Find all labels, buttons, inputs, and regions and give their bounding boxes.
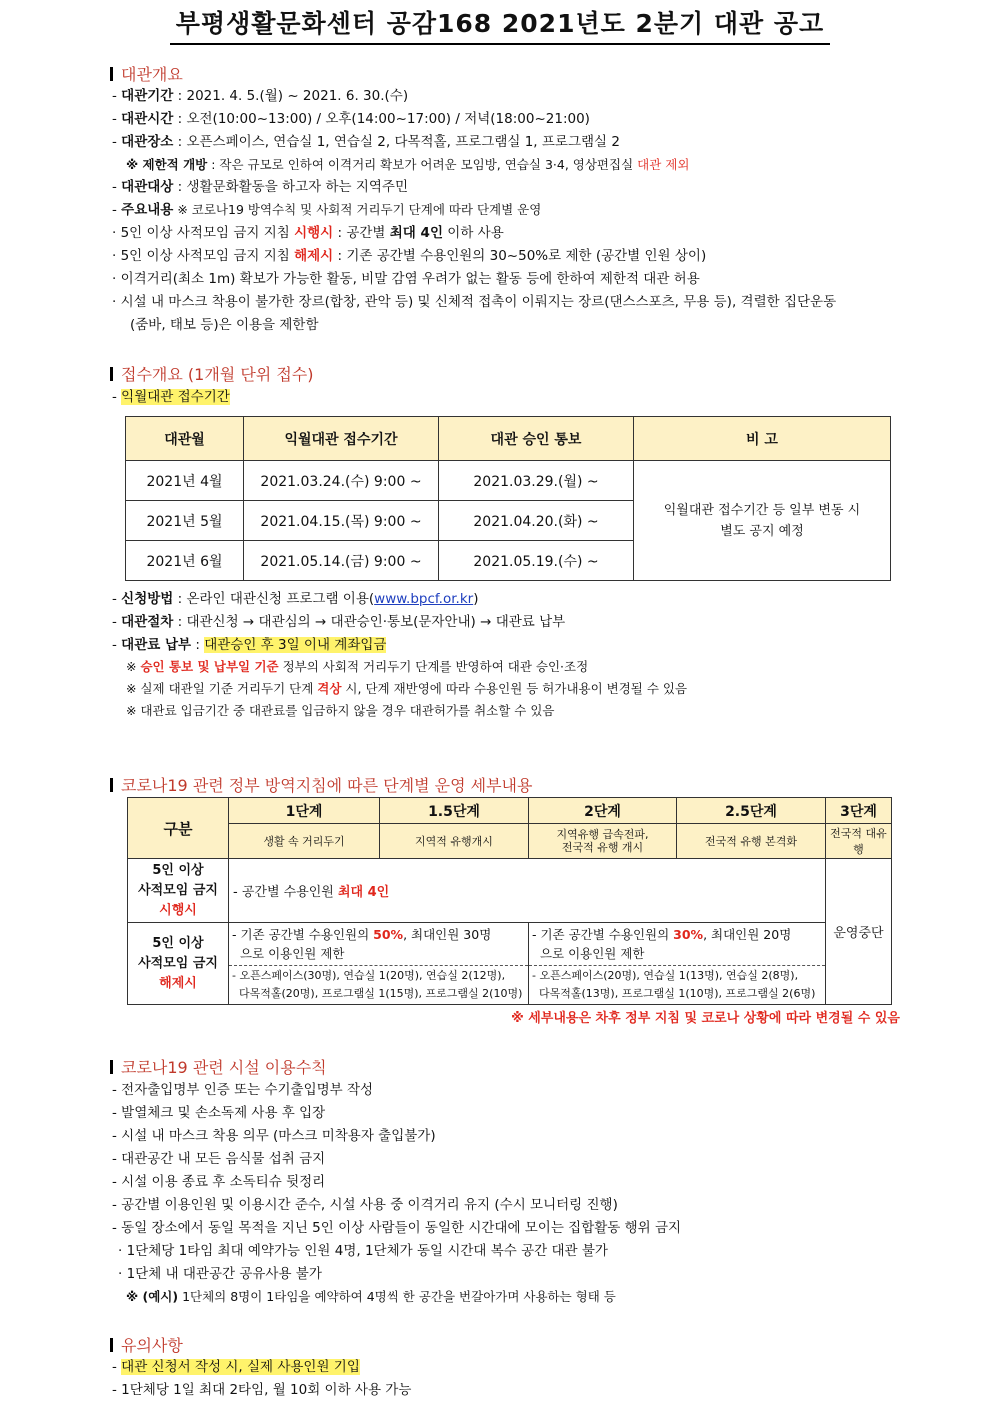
table-cell: 2021.05.19.(수) ~ bbox=[439, 541, 634, 581]
row-label-enforced: 5인 이상 사적모임 금지 시행시 bbox=[128, 859, 229, 923]
note-level-up: ※ 실제 대관일 기준 거리두기 단계 격상 시, 단계 재반영에 따라 수용인원 등 허가내용이 변경될 수 있음 bbox=[126, 681, 688, 696]
list-item: - 시설 이용 종료 후 소독티슈 뒷정리 bbox=[112, 1174, 326, 1190]
stage-header: 1.5단계 bbox=[380, 798, 529, 824]
section-bar bbox=[110, 1060, 113, 1074]
table-cell: 2021.03.29.(월) ~ bbox=[439, 461, 634, 501]
section-bar bbox=[110, 67, 113, 81]
table-header: 대관월 bbox=[126, 417, 244, 461]
table-cell: 2021년 6월 bbox=[126, 541, 244, 581]
table-row bbox=[128, 859, 892, 923]
page-title: 부평생활문화센터 공감168 2021년도 2분기 대관 공고 bbox=[0, 4, 1000, 45]
bullet-enforced: · 5인 이상 사적모임 금지 지침 시행시 : 공간별 최대 4인 이하 사용 bbox=[112, 225, 504, 241]
table-row bbox=[128, 923, 892, 1005]
list-item: - 공간별 이용인원 및 이용시간 준수, 시설 사용 중 이격거리 유지 (수시 모니터링 진행) bbox=[112, 1197, 618, 1213]
table-cell: 2021.05.14.(금) 9:00 ~ bbox=[244, 541, 439, 581]
list-item: - 전자출입명부 인증 또는 수기출입명부 작성 bbox=[112, 1082, 374, 1098]
stage-table bbox=[127, 797, 892, 1005]
list-item: · 1단체당 1타임 최대 예약가능 인원 4명, 1단체가 동일 시간대 복수 공간 대관 불가 bbox=[118, 1243, 608, 1259]
list-item: - 대관공간 내 모든 음식물 섭취 금지 bbox=[112, 1151, 326, 1167]
section-heading-overview: 대관개요 bbox=[110, 62, 183, 85]
table-cell: 2021년 4월 bbox=[126, 461, 244, 501]
rental-time-line: - 대관시간 : 오전(10:00~13:00) / 오후(14:00~17:00) / 저녁(18:00~21:00) bbox=[112, 111, 590, 127]
table-header: 익월대관 접수기간 bbox=[244, 417, 439, 461]
table-header: 대관 승인 통보 bbox=[439, 417, 634, 461]
section-heading-notes: 유의사항 bbox=[110, 1333, 183, 1356]
bullet-mask-genre-cont: (줌바, 태보 등)은 이용을 제한함 bbox=[130, 317, 319, 333]
table-cell: 2021.04.20.(화) ~ bbox=[439, 501, 634, 541]
bullet-mask-genre: · 시설 내 마스크 착용이 불가한 장르(합창, 관악 등) 및 신체적 접촉이 이뤄지는 장르(댄스스포츠, 무용 등), 격렬한 집단운동 bbox=[112, 294, 837, 310]
rental-target-line: - 대관대상 : 생활문화활동을 하고자 하는 지역주민 bbox=[112, 179, 409, 195]
row-label-lifted: 5인 이상 사적모임 금지 해제시 bbox=[128, 923, 229, 1005]
main-content-line: - 주요내용 ※ 코로나19 방역수칙 및 사회적 거리두기 단계에 따라 단계별 운영 bbox=[112, 202, 542, 218]
section-bar bbox=[110, 1338, 113, 1352]
section-bar bbox=[110, 367, 113, 381]
stage-desc: 지역적 유행개시 bbox=[380, 824, 529, 859]
lifted-rule-30: - 기존 공간별 수용인원의 30%, 최대인원 20명 으로 이용인원 제한 - 오픈스페이스(20명), 연습실 1(13명), 연습실 2(8명), 다목적홀(13명), 프로그램실 1(10명), 프로그램실 2(6명) bbox=[529, 923, 826, 1005]
stage-desc: 전국적 대유행 bbox=[826, 824, 892, 859]
rental-period-line: - 대관기간 : 2021. 4. 5.(월) ~ 2021. 6. 30.(수) bbox=[112, 88, 409, 104]
stage-desc: 생활 속 거리두기 bbox=[229, 824, 380, 859]
table-header: 구분 bbox=[128, 798, 229, 859]
section-bar bbox=[110, 778, 113, 792]
table-row bbox=[126, 461, 891, 501]
website-link[interactable]: www.bpcf.or.kr bbox=[374, 591, 474, 607]
stage-header: 1단계 bbox=[229, 798, 380, 824]
stop-operation-cell: 운영중단 bbox=[826, 859, 892, 1005]
list-item: - 시설 내 마스크 착용 의무 (마스크 미착용자 출입불가) bbox=[112, 1128, 436, 1144]
next-month-period-label: - 익월대관 접수기간 bbox=[112, 389, 230, 405]
example-note: ※ (예시) 1단체의 8명이 1타임을 예약하여 4명씩 한 공간을 번갈아가며 사용하는 형태 등 bbox=[126, 1289, 616, 1304]
table-cell: 2021.04.15.(목) 9:00 ~ bbox=[244, 501, 439, 541]
section-heading-stages: 코로나19 관련 정부 방역지침에 따른 단계별 운영 세부내용 bbox=[110, 773, 532, 796]
note-approval: ※ 승인 통보 및 납부일 기준 정부의 사회적 거리두기 단계를 반영하여 대관 승인·조정 bbox=[126, 659, 589, 674]
table-cell: 2021년 5월 bbox=[126, 501, 244, 541]
table-cell: 2021.03.24.(수) 9:00 ~ bbox=[244, 461, 439, 501]
table-header: 비 고 bbox=[634, 417, 891, 461]
stage-header: 2단계 bbox=[529, 798, 677, 824]
table-note-cell: 익월대관 접수기간 등 일부 변동 시 별도 공지 예정 bbox=[634, 461, 891, 581]
section-heading-reception: 접수개요 (1개월 단위 접수) bbox=[110, 362, 313, 385]
enforced-rule-cell: - 공간별 수용인원 최대 4인 bbox=[229, 859, 826, 923]
section-heading-facility-rules: 코로나19 관련 시설 이용수칙 bbox=[110, 1055, 327, 1078]
stage-desc: 지역유행 급속전파, 전국적 유행 개시 bbox=[529, 824, 677, 859]
reception-table bbox=[125, 416, 891, 581]
stage-footnote: ※ 세부내용은 차후 정부 지침 및 코로나 상황에 따라 변경될 수 있음 bbox=[511, 1011, 900, 1026]
lifted-rule-50: - 기존 공간별 수용인원의 50%, 최대인원 30명 으로 이용인원 제한 - 오픈스페이스(30명), 연습실 1(20명), 연습실 2(12명), 다목적홀(20명), 프로그램실 1(15명), 프로그램실 2(10명) bbox=[229, 923, 529, 1005]
limited-open-note: ※ 제한적 개방 : 작은 규모로 인하여 이격거리 확보가 어려운 모임방, 연습실 3·4, 영상편집실 대관 제외 bbox=[126, 157, 690, 172]
procedure-line: - 대관절차 : 대관신청 → 대관심의 → 대관승인·통보(문자안내) → 대관료 납부 bbox=[112, 614, 566, 630]
stage-header: 3단계 bbox=[826, 798, 892, 824]
bullet-lifted: · 5인 이상 사적모임 금지 지침 해제시 : 기존 공간별 수용인원의 30~50%로 제한 (공간별 인원 상이) bbox=[112, 248, 707, 264]
note-item-limit: - 1단체당 1일 최대 2타임, 월 10회 이하 사용 가능 bbox=[112, 1382, 412, 1398]
rental-place-line: - 대관장소 : 오픈스페이스, 연습실 1, 연습실 2, 다목적홀, 프로그램실 1, 프로그램실 2 bbox=[112, 134, 620, 150]
list-item: - 발열체크 및 손소독제 사용 후 입장 bbox=[112, 1105, 326, 1121]
note-cancel: ※ 대관료 입금기간 중 대관료를 입금하지 않을 경우 대관허가를 취소할 수 있음 bbox=[126, 703, 555, 718]
fee-line: - 대관료 납부 : 대관승인 후 3일 이내 계좌입금 bbox=[112, 637, 387, 653]
note-item-application: - 대관 신청서 작성 시, 실제 사용인원 기입 bbox=[112, 1359, 360, 1375]
list-item: · 1단체 내 대관공간 공유사용 불가 bbox=[118, 1266, 322, 1282]
apply-method-line: - 신청방법 : 온라인 대관신청 프로그램 이용(www.bpcf.or.kr) bbox=[112, 591, 479, 607]
stage-header: 2.5단계 bbox=[677, 798, 826, 824]
list-item: - 동일 장소에서 동일 목적을 지닌 5인 이상 사람들이 동일한 시간대에 모이는 집합활동 행위 금지 bbox=[112, 1220, 682, 1236]
stage-desc: 전국적 유행 본격화 bbox=[677, 824, 826, 859]
bullet-distance: · 이격거리(최소 1m) 확보가 가능한 활동, 비말 감염 우려가 없는 활동 등에 한하여 제한적 대관 허용 bbox=[112, 271, 700, 287]
